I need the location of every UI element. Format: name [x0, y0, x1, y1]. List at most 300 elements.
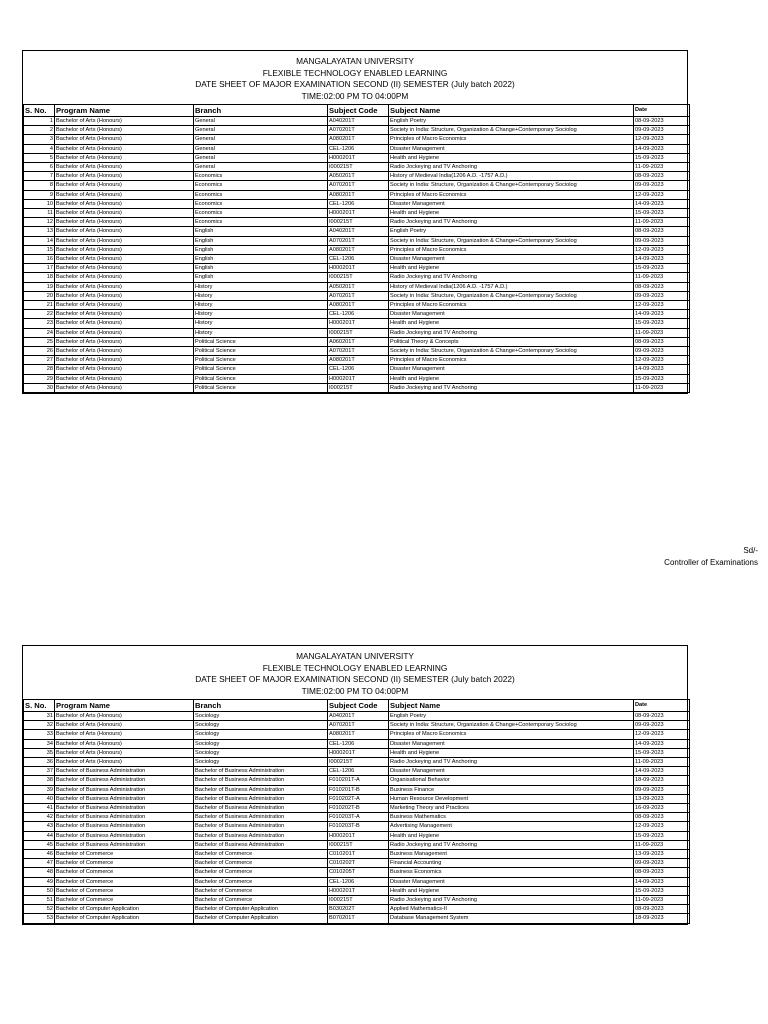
cell-sno: 44 [24, 831, 55, 840]
table-row [24, 859, 690, 868]
cell-subject-name: Disaster Management [389, 144, 634, 153]
cell-date: 09-09-2023 [634, 126, 690, 135]
cell-sno: 36 [24, 758, 55, 767]
col-header-code: Subject Code [328, 105, 389, 117]
cell-sno: 8 [24, 181, 55, 190]
table-row [24, 181, 690, 190]
cell-subject-code: A080201T [328, 730, 389, 739]
cell-date: 12-09-2023 [634, 822, 690, 831]
cell-subject-code: A040201T [328, 712, 389, 721]
cell-branch: Economics [194, 199, 328, 208]
table-row [24, 337, 690, 346]
cell-date: 08-09-2023 [634, 813, 690, 822]
cell-branch: Bachelor of Business Administration [194, 804, 328, 813]
cell-date: 12-09-2023 [634, 730, 690, 739]
cell-subject-name: Applied Mathematics-II [389, 905, 634, 914]
cell-date: 09-09-2023 [634, 347, 690, 356]
cell-date: 14-09-2023 [634, 144, 690, 153]
cell-date: 09-09-2023 [634, 859, 690, 868]
date-sheet-1 [22, 50, 688, 394]
col-header-subject: Subject Name [389, 105, 634, 117]
cell-sno: 26 [24, 347, 55, 356]
cell-date: 14-09-2023 [634, 739, 690, 748]
cell-date: 13-09-2023 [634, 794, 690, 803]
cell-program: Bachelor of Commerce [55, 850, 194, 859]
cell-program: Bachelor of Arts (Honours) [55, 383, 194, 392]
table-header-row [24, 700, 690, 712]
cell-sno: 12 [24, 218, 55, 227]
cell-sno: 17 [24, 264, 55, 273]
cell-sno: 14 [24, 236, 55, 245]
cell-program: Bachelor of Arts (Honours) [55, 236, 194, 245]
cell-subject-name: Society in India: Structure, Organization & Change+Contemporary Sociolog [389, 236, 634, 245]
cell-program: Bachelor of Arts (Honours) [55, 273, 194, 282]
cell-subject-name: History of Medieval India(1206 A.D. -1757 A.D.) [389, 282, 634, 291]
table-row [24, 291, 690, 300]
cell-date: 15-09-2023 [634, 153, 690, 162]
cell-date: 09-09-2023 [634, 721, 690, 730]
cell-date: 15-09-2023 [634, 748, 690, 757]
cell-program: Bachelor of Arts (Honours) [55, 163, 194, 172]
table-row [24, 739, 690, 748]
cell-sno: 20 [24, 291, 55, 300]
table-row [24, 218, 690, 227]
cell-subject-name: Business Management [389, 850, 634, 859]
cell-branch: Bachelor of Commerce [194, 859, 328, 868]
cell-program: Bachelor of Arts (Honours) [55, 264, 194, 273]
cell-date: 11-09-2023 [634, 218, 690, 227]
cell-sno: 30 [24, 383, 55, 392]
cell-branch: Economics [194, 218, 328, 227]
cell-branch: English [194, 245, 328, 254]
cell-branch: Sociology [194, 758, 328, 767]
table-row [24, 264, 690, 273]
cell-sno: 41 [24, 804, 55, 813]
table-row [24, 785, 690, 794]
cell-branch: Sociology [194, 739, 328, 748]
cell-subject-name: Radio Jockeying and TV Anchoring [389, 163, 634, 172]
cell-subject-code: I000215T [328, 383, 389, 392]
table-row [24, 172, 690, 181]
cell-subject-code: H000201T [328, 319, 389, 328]
cell-sno: 5 [24, 153, 55, 162]
cell-subject-name: Principles of Macro Economics [389, 135, 634, 144]
table-row [24, 813, 690, 822]
cell-program: Bachelor of Business Administration [55, 840, 194, 849]
cell-subject-code: H000201T [328, 264, 389, 273]
cell-subject-name: Radio Jockeying and TV Anchoring [389, 328, 634, 337]
table-row [24, 776, 690, 785]
cell-subject-code: F010202T-B [328, 804, 389, 813]
cell-branch: Economics [194, 181, 328, 190]
cell-subject-code: CEL-1206 [328, 310, 389, 319]
exam-time: TIME:02:00 PM TO 04:00PM [301, 685, 409, 696]
table-row [24, 273, 690, 282]
col-header-code: Subject Code [328, 700, 389, 712]
cell-sno: 48 [24, 868, 55, 877]
cell-subject-name: Disaster Management [389, 310, 634, 319]
cell-program: Bachelor of Arts (Honours) [55, 245, 194, 254]
cell-date: 12-09-2023 [634, 190, 690, 199]
signature-sd: Sd/- [743, 546, 758, 555]
cell-subject-code: I000215T [328, 840, 389, 849]
cell-branch: Political Science [194, 365, 328, 374]
cell-subject-name: Society in India: Structure, Organization & Change+Contemporary Sociolog [389, 181, 634, 190]
table-row [24, 347, 690, 356]
cell-subject-code: H000201T [328, 748, 389, 757]
table-row [24, 282, 690, 291]
table-row [24, 310, 690, 319]
cell-program: Bachelor of Arts (Honours) [55, 209, 194, 218]
cell-date: 15-09-2023 [634, 264, 690, 273]
cell-branch: Bachelor of Computer Application [194, 914, 328, 923]
cell-subject-code: F010201T-B [328, 785, 389, 794]
cell-subject-code: F010203T-B [328, 822, 389, 831]
cell-sno: 1 [24, 117, 55, 126]
cell-subject-code: A060201T [328, 337, 389, 346]
cell-date: 18-09-2023 [634, 776, 690, 785]
cell-program: Bachelor of Business Administration [55, 831, 194, 840]
cell-sno: 23 [24, 319, 55, 328]
cell-subject-name: Principles of Macro Economics [389, 356, 634, 365]
table-row [24, 135, 690, 144]
cell-program: Bachelor of Arts (Honours) [55, 748, 194, 757]
cell-sno: 15 [24, 245, 55, 254]
table-row [24, 730, 690, 739]
cell-date: 14-09-2023 [634, 255, 690, 264]
cell-date: 15-09-2023 [634, 831, 690, 840]
cell-branch: English [194, 273, 328, 282]
cell-date: 09-09-2023 [634, 181, 690, 190]
cell-subject-code: A080201T [328, 190, 389, 199]
cell-date: 14-09-2023 [634, 877, 690, 886]
cell-branch: Bachelor of Commerce [194, 850, 328, 859]
table-row [24, 163, 690, 172]
cell-program: Bachelor of Arts (Honours) [55, 126, 194, 135]
signature-block [664, 545, 758, 569]
table-row [24, 255, 690, 264]
cell-sno: 4 [24, 144, 55, 153]
table-row [24, 748, 690, 757]
table-row [24, 245, 690, 254]
cell-program: Bachelor of Arts (Honours) [55, 319, 194, 328]
cell-sno: 10 [24, 199, 55, 208]
cell-subject-name: Business Mathematics [389, 813, 634, 822]
col-header-program: Program Name [55, 700, 194, 712]
cell-subject-name: English Poetry [389, 117, 634, 126]
cell-sno: 19 [24, 282, 55, 291]
cell-date: 11-09-2023 [634, 383, 690, 392]
cell-program: Bachelor of Commerce [55, 868, 194, 877]
cell-subject-name: Database Management System [389, 914, 634, 923]
cell-subject-name: Disaster Management [389, 767, 634, 776]
cell-subject-name: Radio Jockeying and TV Anchoring [389, 218, 634, 227]
col-header-date: Date [634, 700, 690, 712]
cell-branch: Economics [194, 209, 328, 218]
cell-subject-name: Political Theory & Concepts [389, 337, 634, 346]
cell-subject-name: Principles of Macro Economics [389, 730, 634, 739]
cell-subject-code: A070201T [328, 236, 389, 245]
cell-sno: 2 [24, 126, 55, 135]
cell-branch: Sociology [194, 721, 328, 730]
cell-date: 11-09-2023 [634, 840, 690, 849]
cell-subject-code: F010202T-A [328, 794, 389, 803]
cell-subject-name: Health and Hygiene [389, 886, 634, 895]
table-header-row [24, 105, 690, 117]
sheet-header [23, 646, 687, 699]
col-header-branch: Branch [194, 105, 328, 117]
cell-subject-code: A050201T [328, 282, 389, 291]
exam-time: TIME:02:00 PM TO 04:00PM [301, 90, 409, 101]
schedule-table [23, 104, 690, 393]
col-header-sno: S. No. [24, 700, 55, 712]
cell-date: 08-09-2023 [634, 337, 690, 346]
cell-program: Bachelor of Arts (Honours) [55, 153, 194, 162]
cell-program: Bachelor of Arts (Honours) [55, 356, 194, 365]
cell-program: Bachelor of Arts (Honours) [55, 739, 194, 748]
cell-subject-name: Health and Hygiene [389, 209, 634, 218]
cell-subject-code: A040201T [328, 227, 389, 236]
cell-subject-code: H000201T [328, 209, 389, 218]
cell-sno: 51 [24, 896, 55, 905]
table-body [24, 117, 690, 393]
cell-subject-code: I000215T [328, 896, 389, 905]
cell-subject-code: A070201T [328, 181, 389, 190]
cell-sno: 42 [24, 813, 55, 822]
cell-subject-code: I000215T [328, 163, 389, 172]
cell-subject-code: CEL-1206 [328, 144, 389, 153]
cell-subject-code: F010201T-A [328, 776, 389, 785]
cell-subject-code: F010203T-A [328, 813, 389, 822]
cell-branch: Political Science [194, 383, 328, 392]
cell-subject-name: Radio Jockeying and TV Anchoring [389, 383, 634, 392]
cell-subject-code: A080201T [328, 356, 389, 365]
table-row [24, 886, 690, 895]
cell-subject-code: A080201T [328, 135, 389, 144]
cell-branch: Political Science [194, 337, 328, 346]
cell-subject-name: Society in India: Structure, Organization & Change+Contemporary Sociolog [389, 347, 634, 356]
cell-sno: 9 [24, 190, 55, 199]
cell-program: Bachelor of Commerce [55, 877, 194, 886]
cell-date: 09-09-2023 [634, 236, 690, 245]
cell-branch: General [194, 117, 328, 126]
cell-branch: General [194, 153, 328, 162]
cell-subject-code: C010201T [328, 850, 389, 859]
cell-subject-name: Health and Hygiene [389, 374, 634, 383]
cell-subject-code: CEL-1206 [328, 255, 389, 264]
cell-sno: 34 [24, 739, 55, 748]
cell-sno: 7 [24, 172, 55, 181]
cell-sno: 46 [24, 850, 55, 859]
cell-subject-name: Radio Jockeying and TV Anchoring [389, 840, 634, 849]
cell-subject-name: Disaster Management [389, 199, 634, 208]
cell-sno: 39 [24, 785, 55, 794]
table-row [24, 877, 690, 886]
cell-branch: General [194, 144, 328, 153]
cell-branch: Sociology [194, 712, 328, 721]
cell-subject-name: Health and Hygiene [389, 264, 634, 273]
cell-subject-name: Radio Jockeying and TV Anchoring [389, 896, 634, 905]
cell-subject-code: I000215T [328, 328, 389, 337]
col-header-program: Program Name [55, 105, 194, 117]
cell-branch: Bachelor of Business Administration [194, 813, 328, 822]
cell-sno: 47 [24, 859, 55, 868]
cell-program: Bachelor of Arts (Honours) [55, 117, 194, 126]
cell-subject-code: I000215T [328, 758, 389, 767]
cell-subject-name: Principles of Macro Economics [389, 190, 634, 199]
table-row [24, 758, 690, 767]
cell-subject-name: English Poetry [389, 712, 634, 721]
cell-date: 08-09-2023 [634, 868, 690, 877]
table-body [24, 712, 690, 924]
cell-subject-code: A080201T [328, 301, 389, 310]
cell-subject-code: A070201T [328, 291, 389, 300]
cell-sno: 33 [24, 730, 55, 739]
cell-program: Bachelor of Business Administration [55, 785, 194, 794]
cell-sno: 22 [24, 310, 55, 319]
cell-subject-code: A070201T [328, 126, 389, 135]
cell-date: 12-09-2023 [634, 356, 690, 365]
cell-subject-name: Marketing Theory and Practices [389, 804, 634, 813]
cell-branch: English [194, 255, 328, 264]
cell-sno: 13 [24, 227, 55, 236]
cell-branch: Bachelor of Commerce [194, 896, 328, 905]
cell-program: Bachelor of Computer Application [55, 914, 194, 923]
cell-program: Bachelor of Arts (Honours) [55, 301, 194, 310]
cell-sno: 32 [24, 721, 55, 730]
cell-subject-name: Disaster Management [389, 365, 634, 374]
cell-sno: 11 [24, 209, 55, 218]
col-header-sno: S. No. [24, 105, 55, 117]
cell-sno: 18 [24, 273, 55, 282]
cell-date: 09-09-2023 [634, 785, 690, 794]
cell-date: 13-09-2023 [634, 850, 690, 859]
cell-sno: 16 [24, 255, 55, 264]
cell-program: Bachelor of Arts (Honours) [55, 347, 194, 356]
table-row [24, 365, 690, 374]
table-row [24, 850, 690, 859]
cell-subject-code: A080201T [328, 245, 389, 254]
cell-sno: 52 [24, 905, 55, 914]
cell-program: Bachelor of Arts (Honours) [55, 135, 194, 144]
cell-program: Bachelor of Arts (Honours) [55, 374, 194, 383]
table-row [24, 117, 690, 126]
cell-subject-name: Society in India: Structure, Organization & Change+Contemporary Sociolog [389, 126, 634, 135]
cell-subject-code: C010205T [328, 868, 389, 877]
cell-subject-code: CEL-1206 [328, 739, 389, 748]
cell-branch: Bachelor of Business Administration [194, 767, 328, 776]
cell-subject-name: Human Resource Development [389, 794, 634, 803]
cell-date: 14-09-2023 [634, 310, 690, 319]
cell-branch: History [194, 282, 328, 291]
cell-subject-name: Health and Hygiene [389, 319, 634, 328]
cell-subject-code: A070201T [328, 347, 389, 356]
signature-title: Controller of Examinations [664, 558, 758, 567]
sheet-title: DATE SHEET OF MAJOR EXAMINATION SECOND (II) SEMESTER (July batch 2022) [195, 674, 515, 684]
cell-sno: 3 [24, 135, 55, 144]
cell-date: 08-09-2023 [634, 282, 690, 291]
table-row [24, 905, 690, 914]
cell-sno: 28 [24, 365, 55, 374]
cell-date: 11-09-2023 [634, 328, 690, 337]
table-row [24, 767, 690, 776]
cell-subject-name: Disaster Management [389, 877, 634, 886]
cell-date: 09-09-2023 [634, 291, 690, 300]
cell-sno: 31 [24, 712, 55, 721]
cell-program: Bachelor of Arts (Honours) [55, 190, 194, 199]
cell-sno: 25 [24, 337, 55, 346]
col-header-branch: Branch [194, 700, 328, 712]
cell-program: Bachelor of Arts (Honours) [55, 291, 194, 300]
table-row [24, 356, 690, 365]
cell-sno: 27 [24, 356, 55, 365]
cell-program: Bachelor of Arts (Honours) [55, 730, 194, 739]
cell-branch: General [194, 135, 328, 144]
cell-branch: Bachelor of Business Administration [194, 822, 328, 831]
cell-sno: 45 [24, 840, 55, 849]
cell-subject-code: CEL-1206 [328, 365, 389, 374]
table-row [24, 383, 690, 392]
cell-sno: 6 [24, 163, 55, 172]
cell-date: 14-09-2023 [634, 767, 690, 776]
cell-branch: Sociology [194, 748, 328, 757]
cell-date: 12-09-2023 [634, 245, 690, 254]
cell-program: Bachelor of Business Administration [55, 767, 194, 776]
table-row [24, 209, 690, 218]
cell-subject-code: I000215T [328, 218, 389, 227]
cell-branch: History [194, 310, 328, 319]
cell-program: Bachelor of Arts (Honours) [55, 181, 194, 190]
cell-branch: English [194, 227, 328, 236]
cell-date: 14-09-2023 [634, 199, 690, 208]
program-title: FLEXIBLE TECHNOLOGY ENABLED LEARNING [262, 662, 448, 673]
cell-subject-code: B070201T [328, 914, 389, 923]
cell-sno: 50 [24, 886, 55, 895]
table-row [24, 712, 690, 721]
schedule-table [23, 699, 690, 924]
table-row [24, 831, 690, 840]
cell-program: Bachelor of Business Administration [55, 813, 194, 822]
cell-sno: 35 [24, 748, 55, 757]
cell-subject-code: A070201T [328, 721, 389, 730]
cell-date: 08-09-2023 [634, 905, 690, 914]
table-row [24, 301, 690, 310]
table-row [24, 153, 690, 162]
cell-subject-name: Business Economics [389, 868, 634, 877]
cell-subject-name: Society in India: Structure, Organization & Change+Contemporary Sociolog [389, 291, 634, 300]
table-row [24, 328, 690, 337]
cell-program: Bachelor of Arts (Honours) [55, 721, 194, 730]
cell-subject-code: A050201T [328, 172, 389, 181]
cell-program: Bachelor of Arts (Honours) [55, 199, 194, 208]
cell-branch: General [194, 163, 328, 172]
cell-branch: Sociology [194, 730, 328, 739]
cell-subject-name: Financial Accounting [389, 859, 634, 868]
cell-program: Bachelor of Arts (Honours) [55, 328, 194, 337]
cell-date: 15-09-2023 [634, 209, 690, 218]
cell-subject-name: Health and Hygiene [389, 831, 634, 840]
cell-program: Bachelor of Business Administration [55, 822, 194, 831]
cell-program: Bachelor of Commerce [55, 886, 194, 895]
cell-branch: Bachelor of Business Administration [194, 776, 328, 785]
cell-date: 12-09-2023 [634, 135, 690, 144]
cell-date: 18-09-2023 [634, 914, 690, 923]
cell-branch: Economics [194, 172, 328, 181]
cell-program: Bachelor of Arts (Honours) [55, 144, 194, 153]
cell-subject-code: C010202T [328, 859, 389, 868]
cell-date: 11-09-2023 [634, 896, 690, 905]
cell-program: Bachelor of Arts (Honours) [55, 218, 194, 227]
